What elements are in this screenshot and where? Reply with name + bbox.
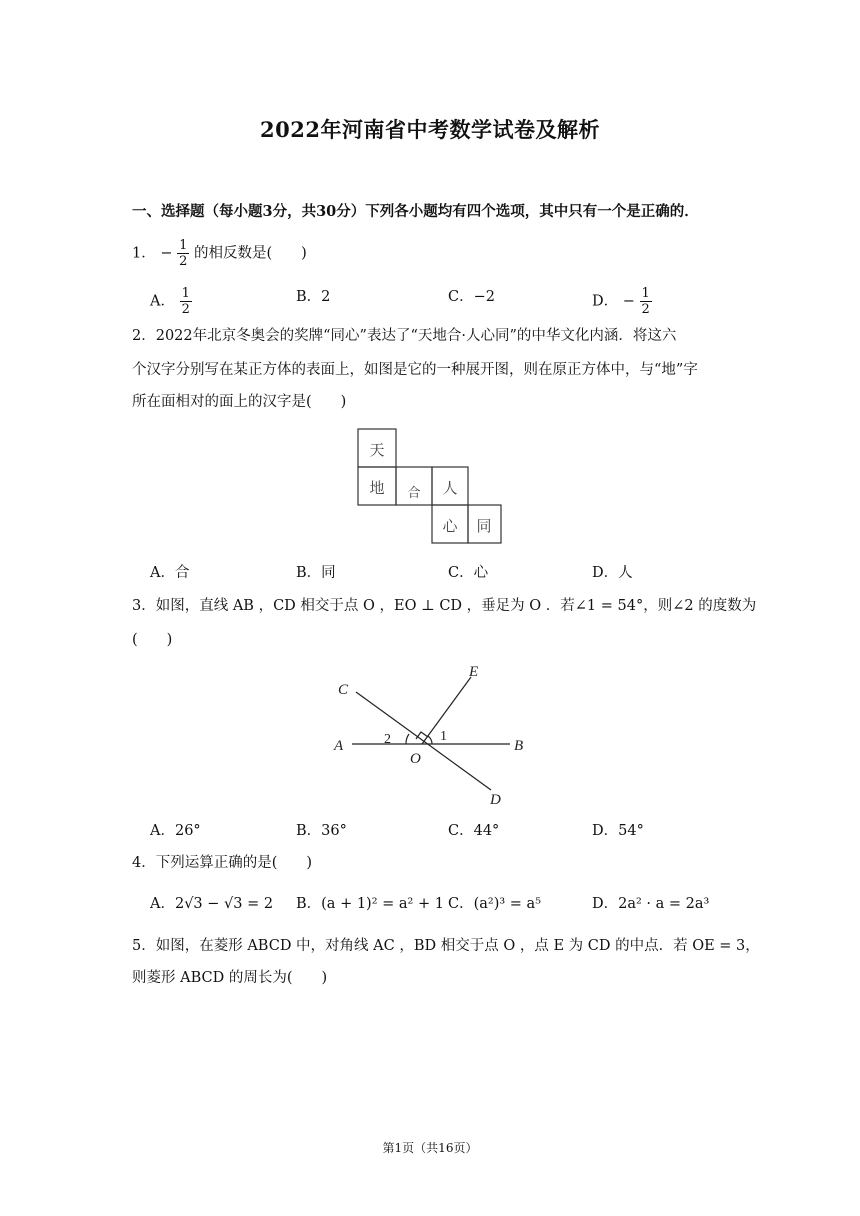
fraction-denominator: 2 [641, 302, 650, 317]
option-b: B．(a + 1)² = a² + 1 [296, 896, 444, 912]
option-a [150, 286, 192, 317]
question-3-line-1: 3．如图，直线 AB ，CD 相交于点 O ，EO ⊥ CD ，垂足为 O ．若∠1 = 54°，则∠2 的度数为 [132, 598, 757, 614]
fraction [177, 238, 189, 269]
point-a-label: A [334, 738, 344, 754]
section-heading: 一、选择题（每小题3分，共30分）下列各小题均有四个选项，其中只有一个是正确的． [132, 203, 699, 220]
question-2-line-2: 个汉字分别写在某正方体的表面上，如图是它的一种展开图，则在原正方体中，与“地”字 [132, 362, 698, 378]
option-a: A．26° [150, 823, 201, 839]
option-c: C．(a²)³ = a⁵ [448, 896, 542, 912]
option-c: C．44° [448, 823, 500, 839]
intersecting-lines-figure [328, 660, 538, 810]
question-4: 4．下列运算正确的是( ) [132, 855, 313, 871]
option-d: D．54° [592, 823, 644, 839]
option-b: B．2 [296, 289, 331, 305]
option-c: C．心 [448, 565, 489, 581]
angle-2-arc [406, 734, 409, 744]
fraction-numerator: 1 [641, 286, 650, 301]
option-d: D．人 [592, 565, 633, 581]
page-footer: 第1页（共16页） [382, 1141, 478, 1155]
question-2-line-3: 所在面相对的面上的汉字是( ) [132, 394, 347, 410]
point-c-label: C [338, 682, 349, 698]
point-e-label: E [469, 664, 479, 680]
question-5-line-2: 则菱形 ABCD 的周长为( ) [132, 970, 328, 986]
fraction [180, 286, 192, 317]
option-a: A．2√3 − √3 = 2 [150, 896, 274, 912]
point-d-label: D [490, 792, 501, 808]
option-a: A．合 [150, 565, 190, 581]
net-char-he: 合 [407, 485, 421, 500]
angle-2-label: 2 [384, 732, 391, 747]
minus-sign: − [160, 245, 173, 262]
point-o-label: O [410, 751, 421, 767]
minus-sign: − [622, 293, 635, 310]
option-label: A． [150, 293, 175, 310]
point-b-label: B [514, 738, 524, 754]
fraction-denominator: 2 [181, 302, 190, 317]
angle-1-label: 1 [440, 729, 447, 744]
cube-net-figure [355, 425, 505, 547]
question-5-line-1: 5．如图，在菱形 ABCD 中，对角线 AC ，BD 相交于点 O ，点 E 为 CD 的中点．若 OE = 3， [132, 938, 760, 954]
fraction [640, 286, 652, 317]
option-b: B．同 [296, 565, 336, 581]
question-number: 1． [132, 245, 156, 262]
question-1 [132, 238, 307, 269]
net-char-ren: 人 [442, 481, 458, 497]
page-title: 2022年河南省中考数学试卷及解析 [260, 117, 600, 142]
net-char-xin: 心 [442, 519, 458, 535]
option-b: B．36° [296, 823, 347, 839]
option-d [592, 286, 652, 317]
question-2-line-1: 2．2022年北京冬奥会的奖牌“同心”表达了“天地合·人心同”的中华文化内涵．将这六 [132, 328, 677, 344]
net-char-tian: 天 [369, 443, 385, 459]
net-char-tong: 同 [476, 519, 492, 535]
fraction-numerator: 1 [181, 286, 190, 301]
angle-1-arc [428, 736, 432, 744]
question-text: 的相反数是( ) [194, 245, 307, 262]
fraction-denominator: 2 [179, 254, 188, 269]
option-d: D．2a² · a = 2a³ [592, 896, 710, 912]
option-label: D． [592, 293, 619, 310]
net-char-di: 地 [369, 481, 385, 497]
option-c: C．−2 [448, 289, 495, 305]
fraction-numerator: 1 [179, 238, 188, 253]
question-3-line-2: ( ) [132, 632, 173, 648]
